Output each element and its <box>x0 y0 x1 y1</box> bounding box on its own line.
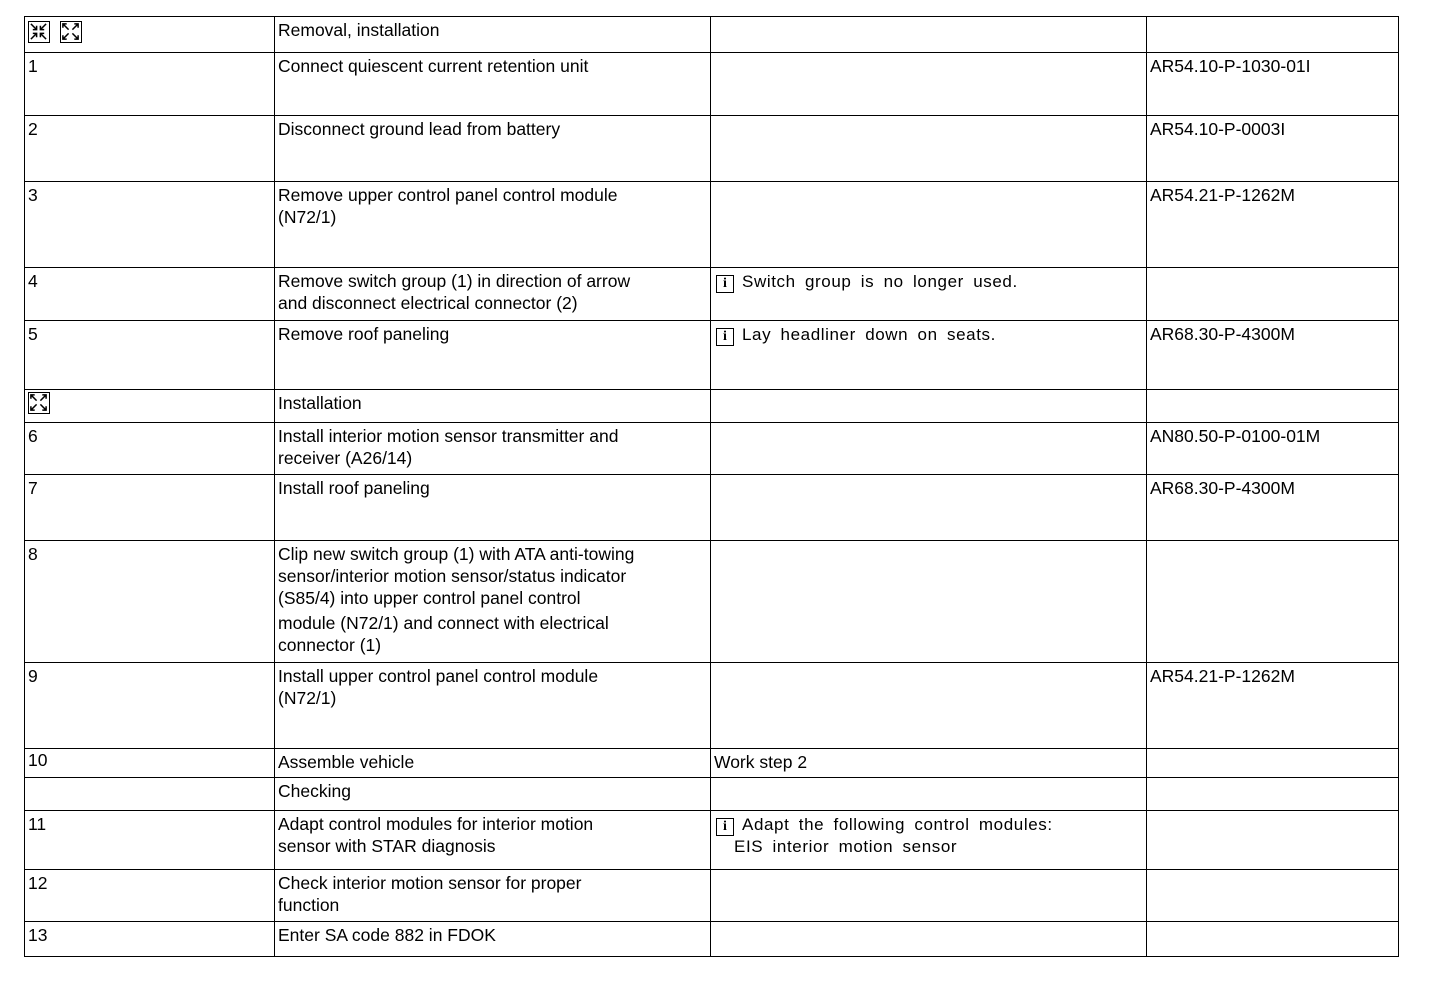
table-row <box>25 811 1399 870</box>
step-action: Remove roof paneling <box>275 321 711 390</box>
step-number: 1 <box>25 53 275 116</box>
step-action <box>275 423 711 475</box>
step-number: 7 <box>25 475 275 541</box>
step-action-line: Remove upper control panel control module <box>278 185 618 205</box>
reference-link[interactable]: AR54.21-P-1262M <box>1147 663 1399 749</box>
step-number: 2 <box>25 116 275 182</box>
step-action: Disconnect ground lead from battery <box>275 116 711 182</box>
step-action <box>275 541 711 663</box>
step-note-line: EIS interior motion sensor <box>734 837 958 856</box>
note-cell <box>711 182 1147 268</box>
table-row <box>25 749 1399 778</box>
step-action <box>275 268 711 321</box>
step-action-line: (S85/4) into upper control panel control <box>278 588 581 608</box>
table-row <box>25 53 1399 116</box>
reference-cell <box>1147 541 1399 663</box>
info-icon: i <box>716 275 734 293</box>
table-row-section-header <box>25 17 1399 53</box>
step-number: 4 <box>25 268 275 321</box>
note-cell <box>711 116 1147 182</box>
table-row <box>25 268 1399 321</box>
info-icon: i <box>716 818 734 836</box>
step-action-line: sensor/interior motion sensor/status indicator <box>278 566 627 586</box>
step-note[interactable]: Work step 2 <box>711 749 1147 778</box>
step-action-line: connector (1) <box>278 635 382 655</box>
step-action <box>275 182 711 268</box>
removal-icon <box>28 21 50 43</box>
step-action: Connect quiescent current retention unit <box>275 53 711 116</box>
step-action: Install roof paneling <box>275 475 711 541</box>
info-icon: i <box>716 328 734 346</box>
step-action-line: Adapt control modules for interior motion <box>278 814 594 834</box>
step-action-line: function <box>278 895 340 915</box>
step-number: 11 <box>25 811 275 870</box>
reference-link[interactable]: AR54.10-P-0003I <box>1147 116 1399 182</box>
reference-cell <box>1147 749 1399 778</box>
table-row <box>25 541 1399 663</box>
section-title: Checking <box>275 778 711 811</box>
step-action-line: module (N72/1) and connect with electrical <box>278 613 609 633</box>
reference-cell <box>1147 390 1399 423</box>
step-action-line: (N72/1) <box>278 207 337 227</box>
reference-cell <box>1147 922 1399 957</box>
table-row <box>25 870 1399 922</box>
step-number: 12 <box>25 870 275 922</box>
note-cell <box>711 53 1147 116</box>
note-cell <box>711 321 1147 390</box>
table-row-section-header <box>25 390 1399 423</box>
step-action-line: Clip new switch group (1) with ATA anti-towing <box>278 544 635 564</box>
step-action <box>275 811 711 870</box>
table-row <box>25 182 1399 268</box>
note-cell <box>711 663 1147 749</box>
step-number: 6 <box>25 423 275 475</box>
note-cell <box>711 268 1147 321</box>
reference-link[interactable]: AR68.30-P-4300M <box>1147 321 1399 390</box>
step-action <box>275 870 711 922</box>
table-row <box>25 423 1399 475</box>
step-action-line: Remove switch group (1) in direction of arrow <box>278 271 631 291</box>
note-cell <box>711 475 1147 541</box>
step-number: 10 <box>25 749 275 778</box>
section-title: Removal, installation <box>275 17 711 53</box>
section-icons-cell <box>25 17 275 53</box>
reference-cell <box>1147 268 1399 321</box>
step-action-line: Check interior motion sensor for proper <box>278 873 582 893</box>
reference-link[interactable]: AR54.10-P-1030-01I <box>1147 53 1399 116</box>
step-action: Enter SA code 882 in FDOK <box>275 922 711 957</box>
table-row <box>25 922 1399 957</box>
table-row-section-header <box>25 778 1399 811</box>
step-action: Assemble vehicle <box>275 749 711 778</box>
note-cell <box>711 922 1147 957</box>
section-title: Installation <box>275 390 711 423</box>
reference-link[interactable]: AN80.50-P-0100-01M <box>1147 423 1399 475</box>
step-action-line: receiver (A26/14) <box>278 448 413 468</box>
note-cell <box>711 423 1147 475</box>
note-cell <box>711 17 1147 53</box>
note-cell <box>711 870 1147 922</box>
installation-icon <box>28 392 50 414</box>
step-action-line: Install interior motion sensor transmitter and <box>278 426 619 446</box>
step-action-line: sensor with STAR diagnosis <box>278 836 496 856</box>
step-note: Adapt the following control modules: <box>742 815 1053 834</box>
installation-icon <box>60 21 82 43</box>
step-number: 3 <box>25 182 275 268</box>
table-row <box>25 475 1399 541</box>
step-action-line: and disconnect electrical connector (2) <box>278 293 578 313</box>
table-row <box>25 663 1399 749</box>
step-action <box>275 663 711 749</box>
reference-link[interactable]: AR54.21-P-1262M <box>1147 182 1399 268</box>
table-row <box>25 116 1399 182</box>
note-cell <box>711 541 1147 663</box>
step-note: Switch group is no longer used. <box>742 272 1018 291</box>
note-cell <box>711 390 1147 423</box>
section-icon-cell <box>25 778 275 811</box>
step-number: 5 <box>25 321 275 390</box>
reference-cell <box>1147 870 1399 922</box>
procedure-table <box>24 16 1399 957</box>
reference-link[interactable]: AR68.30-P-4300M <box>1147 475 1399 541</box>
step-action-line: (N72/1) <box>278 688 337 708</box>
section-icon-cell <box>25 390 275 423</box>
table-row <box>25 321 1399 390</box>
note-cell <box>711 778 1147 811</box>
step-number: 9 <box>25 663 275 749</box>
reference-cell <box>1147 811 1399 870</box>
reference-cell <box>1147 778 1399 811</box>
step-action-line: Install upper control panel control module <box>278 666 599 686</box>
step-number: 13 <box>25 922 275 957</box>
reference-cell <box>1147 17 1399 53</box>
step-number: 8 <box>25 541 275 663</box>
note-cell <box>711 811 1147 870</box>
step-note: Lay headliner down on seats. <box>742 325 996 344</box>
